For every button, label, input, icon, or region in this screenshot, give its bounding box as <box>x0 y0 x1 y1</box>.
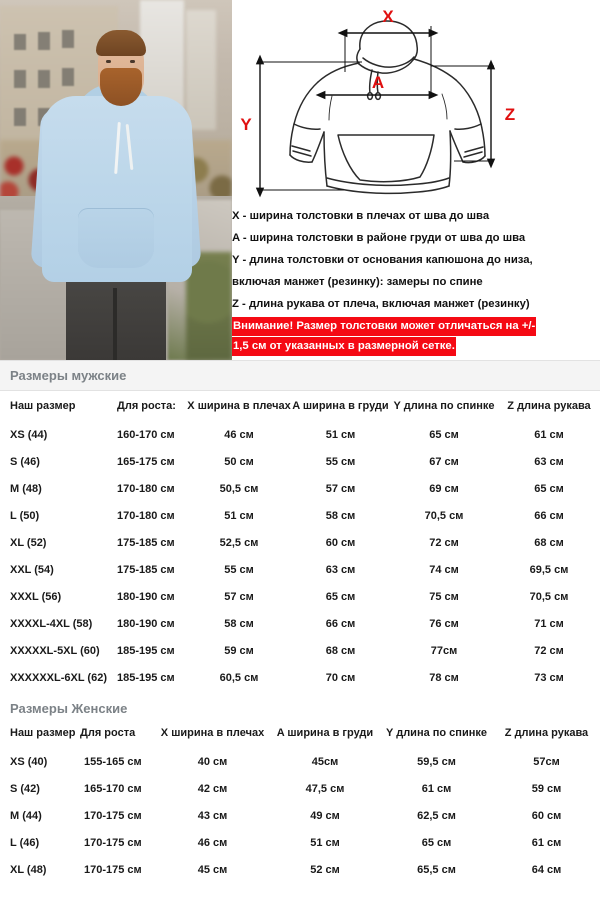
cell-length: 75 см <box>429 590 459 603</box>
cell-size: XS (40) <box>10 755 48 768</box>
label-x: X <box>382 7 394 26</box>
cell-length: 65,5 см <box>417 863 456 876</box>
cell-shoulder: 55 см <box>224 563 254 576</box>
col-sleeve: Z длина рукава <box>504 727 589 739</box>
cell-length: 70,5 см <box>424 509 464 522</box>
model-hair <box>96 30 146 56</box>
cell-shoulder: 59 см <box>224 644 254 657</box>
cell-chest: 47,5 см <box>305 782 345 795</box>
window-decor <box>14 70 26 88</box>
table-row <box>0 421 600 448</box>
cell-shoulder: 52,5 см <box>219 536 259 549</box>
cell-size: L (50) <box>10 509 40 522</box>
table-row <box>0 637 600 664</box>
table-row <box>0 583 600 610</box>
cell-sleeve: 63 см <box>534 455 564 468</box>
table-row <box>0 856 600 883</box>
cell-sleeve: 70,5 см <box>529 590 569 603</box>
warning-line-1: Внимание! Размер толстовки может отличаться на +/- <box>232 317 536 336</box>
cell-size: XXXXXL-5XL (60) <box>10 644 100 657</box>
cell-chest: 45см <box>311 755 339 768</box>
cell-size: XS (44) <box>10 428 48 441</box>
size-table-women <box>0 718 600 883</box>
cell-height: 175-185 см <box>117 563 175 576</box>
bush <box>186 252 232 360</box>
cell-chest: 63 см <box>325 563 356 576</box>
hoodie-measurement-diagram <box>232 0 600 205</box>
cell-sleeve: 57см <box>533 755 560 768</box>
cell-chest: 66 см <box>325 617 356 630</box>
cell-height: 185-195 см <box>117 644 175 657</box>
cell-size: XXXXL-4XL (58) <box>10 617 93 630</box>
cell-length: 78 см <box>429 671 459 684</box>
cell-sleeve: 59 см <box>531 782 562 795</box>
table-row <box>0 448 600 475</box>
size-table-men <box>0 391 600 691</box>
cell-chest: 58 см <box>325 509 356 522</box>
label-z: Z <box>504 105 516 124</box>
legend-line-a: A - ширина толстовки в районе груди от шва до шва <box>232 232 526 244</box>
legend-line-y: Y - длина толстовки от основания капюшона до низа, <box>232 254 533 266</box>
col-size: Наш размер <box>10 400 76 412</box>
cell-length: 59,5 см <box>417 755 456 768</box>
cell-height: 155-165 см <box>84 755 142 768</box>
cell-chest: 55 см <box>325 455 356 468</box>
cell-length: 65 см <box>429 428 459 441</box>
cell-height: 165-175 см <box>117 455 175 468</box>
tower-background-2 <box>186 10 216 130</box>
col-chest: A ширина в груди <box>276 727 374 739</box>
cell-shoulder: 57 см <box>224 590 254 603</box>
legend-line-x: X - ширина толстовки в плечах от шва до шва <box>232 210 490 222</box>
warning-line-2: 1,5 см от указанных в размерной сетке. <box>232 337 456 356</box>
cell-sleeve: 66 см <box>534 509 564 522</box>
cell-size: L (46) <box>10 836 40 849</box>
cell-length: 67 см <box>429 455 459 468</box>
cell-size: XXXL (56) <box>10 590 62 603</box>
top-section <box>0 0 600 360</box>
table-row <box>0 475 600 502</box>
cell-sleeve: 71 см <box>534 617 564 630</box>
cell-shoulder: 46 см <box>197 836 228 849</box>
cell-chest: 57 см <box>325 482 356 495</box>
cell-length: 61 см <box>421 782 452 795</box>
table-row <box>0 502 600 529</box>
cell-sleeve: 64 см <box>531 863 562 876</box>
cell-chest: 52 см <box>310 863 340 876</box>
col-chest: A ширина в груди <box>292 400 389 412</box>
table-row <box>0 529 600 556</box>
cell-length: 62,5 см <box>417 809 456 822</box>
cell-sleeve: 60 см <box>531 809 562 822</box>
table-row <box>0 556 600 583</box>
table-row <box>0 802 600 829</box>
section-title-women: Размеры Женские <box>10 701 128 716</box>
cell-size: XL (52) <box>10 536 47 549</box>
table-row <box>0 775 600 802</box>
cell-length: 69 см <box>429 482 459 495</box>
cell-height: 180-190 см <box>117 617 175 630</box>
product-photo <box>0 0 232 360</box>
cell-sleeve: 72 см <box>534 644 564 657</box>
cell-shoulder: 40 см <box>197 755 228 768</box>
window-decor <box>62 68 74 86</box>
cell-height: 170-175 см <box>84 809 142 822</box>
window-decor <box>14 34 26 50</box>
legend-line-z: Z - длина рукава от плеча, включая манжет (резинку) <box>232 298 530 310</box>
cell-length: 74 см <box>429 563 459 576</box>
cell-height: 165-170 см <box>84 782 142 795</box>
cell-sleeve: 61 см <box>531 836 562 849</box>
cell-length: 76 см <box>429 617 459 630</box>
cell-sleeve: 68 см <box>534 536 564 549</box>
model-eye-left <box>106 60 111 63</box>
cell-height: 185-195 см <box>117 671 175 684</box>
cell-chest: 51 см <box>325 428 356 441</box>
cell-chest: 49 см <box>310 809 340 822</box>
table-header-row-women <box>0 718 600 748</box>
cell-chest: 65 см <box>325 590 356 603</box>
label-y: Y <box>240 115 252 134</box>
cell-shoulder: 50 см <box>224 455 254 468</box>
col-length: Y длина по спинке <box>393 400 495 412</box>
cell-length: 65 см <box>421 836 452 849</box>
cell-sleeve: 69,5 см <box>529 563 569 576</box>
cell-length: 72 см <box>429 536 459 549</box>
cell-height: 170-180 см <box>117 509 175 522</box>
cell-chest: 68 см <box>325 644 356 657</box>
cell-shoulder: 58 см <box>224 617 254 630</box>
cell-chest: 70 см <box>325 671 356 684</box>
table-row <box>0 664 600 691</box>
cell-size: S (46) <box>10 455 40 468</box>
cell-sleeve: 65 см <box>534 482 564 495</box>
cell-shoulder: 43 см <box>197 809 228 822</box>
table-row <box>0 829 600 856</box>
model-eye-right <box>130 60 135 63</box>
window-decor <box>38 70 50 88</box>
cell-height: 170-175 см <box>84 863 142 876</box>
cell-height: 170-180 см <box>117 482 175 495</box>
diagram-svg <box>232 0 600 205</box>
window-decor <box>14 108 26 126</box>
table-row <box>0 610 600 637</box>
cell-shoulder: 45 см <box>197 863 228 876</box>
col-size: Наш размер <box>10 727 76 739</box>
cell-size: M (48) <box>10 482 42 495</box>
warning-note <box>232 316 600 356</box>
cell-shoulder: 51 см <box>224 509 254 522</box>
cell-size: XXL (54) <box>10 563 54 576</box>
table-header-row-men <box>0 391 600 421</box>
window-decor <box>62 30 74 48</box>
col-length: Y длина по спинке <box>386 727 487 739</box>
section-header-men <box>0 360 600 391</box>
col-height: Для роста <box>80 727 136 739</box>
section-header-women <box>0 691 600 718</box>
measurement-legend <box>232 205 600 356</box>
cell-shoulder: 50,5 см <box>219 482 259 495</box>
cell-size: M (44) <box>10 809 42 822</box>
cell-sleeve: 73 см <box>534 671 564 684</box>
cell-sleeve: 61 см <box>534 428 564 441</box>
legend-line-y-cont: включая манжет (резинку): замеры по спине <box>232 276 483 288</box>
cell-shoulder: 60,5 см <box>219 671 259 684</box>
cell-height: 170-175 см <box>84 836 142 849</box>
col-shoulder: X ширина в плечах <box>160 727 265 739</box>
cell-shoulder: 46 см <box>224 428 254 441</box>
col-height: Для роста: <box>117 400 176 412</box>
col-sleeve: Z длина рукава <box>507 400 591 412</box>
cell-size: S (42) <box>10 782 40 795</box>
cell-height: 175-185 см <box>117 536 175 549</box>
cell-height: 180-190 см <box>117 590 175 603</box>
col-shoulder: X ширина в плечах <box>187 400 291 412</box>
cell-size: XL (48) <box>10 863 47 876</box>
table-row <box>0 748 600 775</box>
label-a: A <box>371 73 385 92</box>
hoodie-kangaroo-pocket <box>78 208 154 268</box>
cell-length: 77см <box>430 644 458 657</box>
cell-chest: 51 см <box>310 836 340 849</box>
window-decor <box>38 32 50 50</box>
cell-shoulder: 42 см <box>197 782 228 795</box>
cell-chest: 60 см <box>325 536 356 549</box>
cell-size: XXXXXXL-6XL (62) <box>10 671 107 684</box>
section-title-men: Размеры мужские <box>10 368 127 383</box>
cell-height: 160-170 см <box>117 428 175 441</box>
